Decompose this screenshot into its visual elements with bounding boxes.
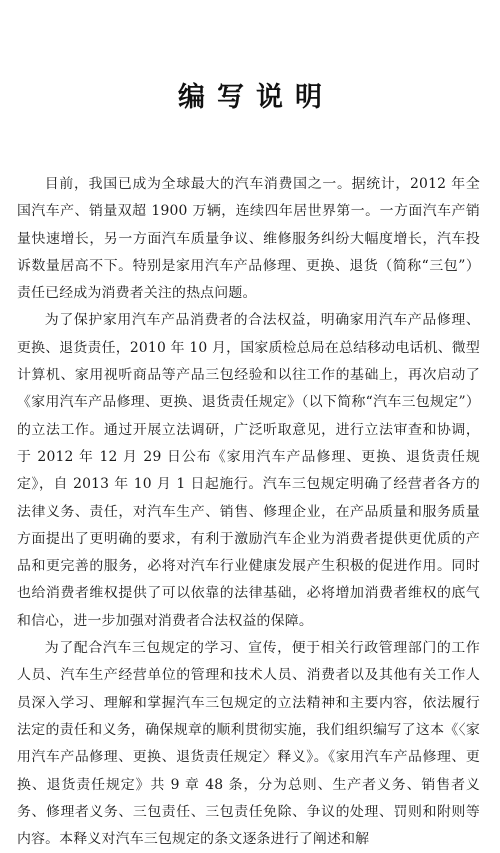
paragraph-3: 为了配合汽车三包规定的学习、宣传，便于相关行政管理部门的工作人员、汽车生产经营单位的管理和技术人员、消费者以及其他有关工作人员深入学习、理解和掌握汽车三包规定的立法精神和主要内容，依法履行法定的责任和义务，确保规章的顺利贯彻实施，我们组织编写了这本《〈家用汽车产品修理、更换、退货责任规定〉释义》。《家用汽车产品修理、更换、退货责任规定》共 9 章 48 条，分为总则、生产者义务、销售者义务、修理者义务、三包责任、三包责任免除、争议的处理、罚则和附则等内容。本释义对汽车三包规定的条文逐条进行了阐述和解 (17, 640, 480, 848)
page-title: 编写说明 (178, 82, 334, 113)
paragraph-1: 目前，我国已成为全球最大的汽车消费国之一。据统计，2012 年全国汽车产、销量双超 1900 万辆，连续四年居世界第一。一方面汽车产销量快速增长，另一方面汽车质量争议、维修服务纠纷大幅度增长，汽车投诉数量居高不下。特别是家用汽车产品修理、更换、退货（简称“三包”）责任已经成为消费者关注的热点问题。 (17, 176, 480, 302)
document-body (17, 171, 480, 853)
paragraph-2: 为了保护家用汽车产品消费者的合法权益，明确家用汽车产品修理、更换、退货责任，2010 年 10 月，国家质检总局在总结移动电话机、微型计算机、家用视听商品等产品三包经验和以往工作的基础上，再次启动了《家用汽车产品修理、更换、退货责任规定》（以下简称“汽车三包规定”）的立法工作。通过开展立法调研，广泛听取意见，进行立法审查和协调，于 2012 年 12 月 29 日公布《家用汽车产品修理、更换、退货责任规定》，自 2013 年 10 月 1 日起施行。汽车三包规定明确了经营者各方的法律义务、责任，对汽车生产、销售、修理企业，在产品质量和服务质量方面提出了更明确的要求，有利于激励汽车企业为消费者提供更优质的产品和更完善的服务，必将对汽车行业健康发展产生积极的促进作用。同时也给消费者维权提供了可以依靠的法律基础，必将增加消费者维权的底气和信心，进一步加强对消费者合法权益的保障。 (17, 312, 480, 629)
